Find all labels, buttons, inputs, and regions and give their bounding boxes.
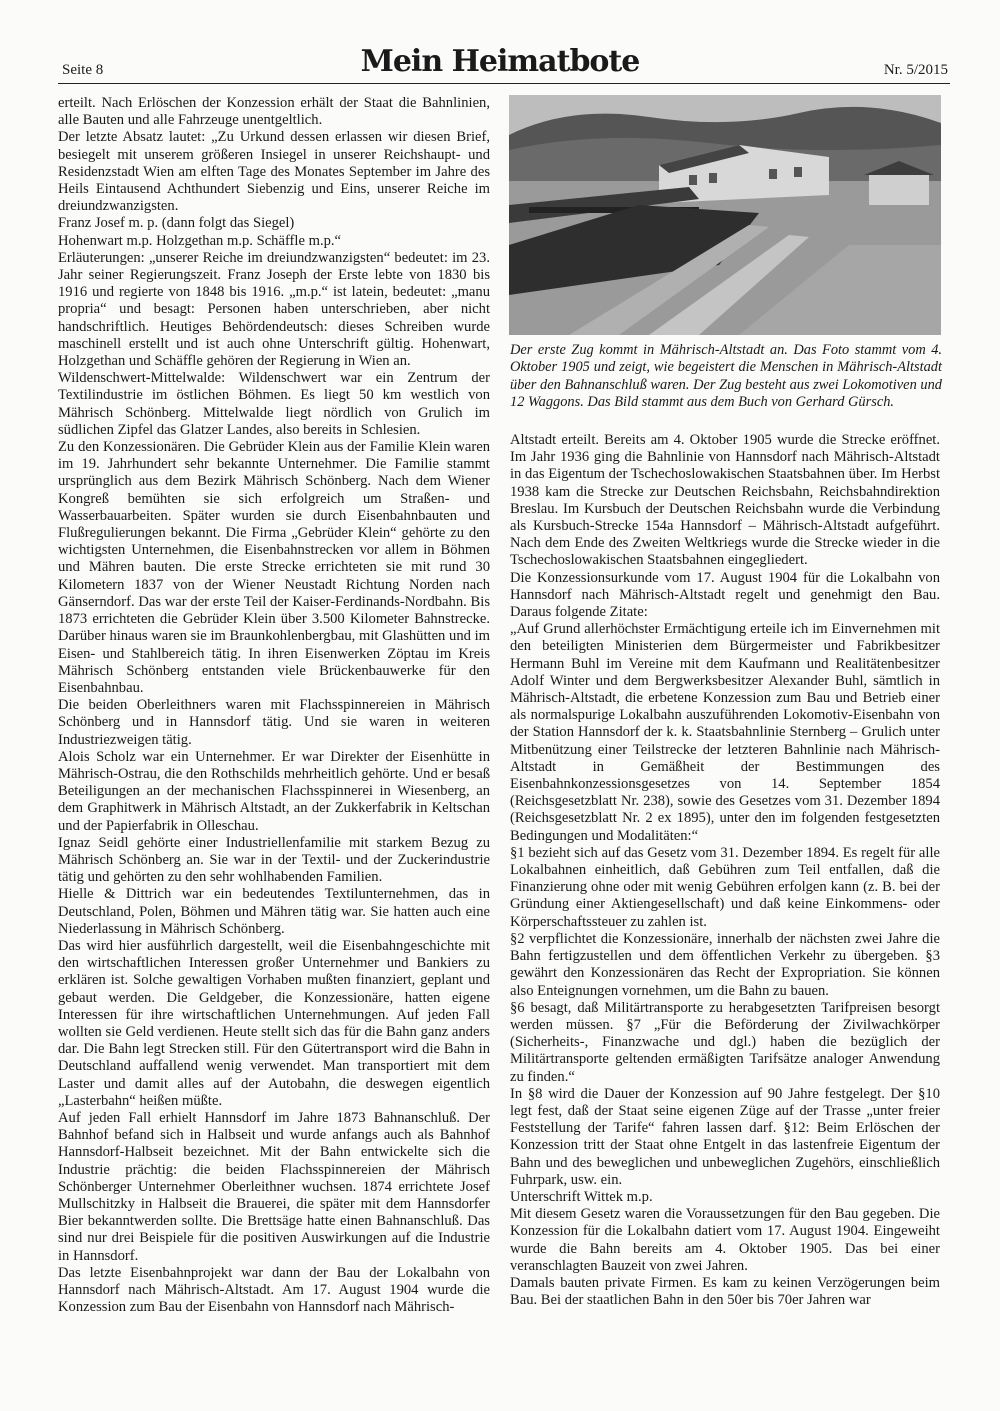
paragraph: Mit diesem Gesetz waren die Voraussetzungen für den Bau gegeben. Die Konzession für die Lokalbahn datiert vom 17. August 1904. Eingeweiht wurde die Bahn bereits am 4. Oktober 1905. Das bei einer veranschlagten Bauzeit von zwei Jahren. bbox=[510, 1206, 940, 1274]
paragraph: Auf jeden Fall erhielt Hannsdorf im Jahre 1873 Bahnanschluß. Der Bahnhof befand sich in Halbseit und wurde anfangs auch als Bahnhof Hannsdorf-Halbseit bezeichnet. Mit der Bahn entwickelte sich die Industrie prächtig: die beiden Flachsspinnereien der Mährisch Schönberger Unternehmer Oberleithner wuchsen. 1874 errichtete Josef Mullschitzky in Halbseit die Brauerei, die später mit dem Hannsdorfer Bier bekanntwerden sollte. Die Brettsäge hatte einen Bahnanschluß. Das sind nur drei Beispiele für die positiven Auswirkungen auf die Industrie in Hannsdorf. bbox=[58, 1109, 490, 1264]
right-column bbox=[510, 432, 940, 1309]
paragraph: Ignaz Seidl gehörte einer Industriellenfamilie mit starkem Bezug zu Mährisch Schönberg an. Sie war in der Textil- und der Zuckerindustrie tätig und gehörten zu den sehr wohlhabenden Familien. bbox=[58, 834, 490, 886]
paragraph: §6 besagt, daß Militärtransporte zu herabgesetzten Tarifpreisen besorgt werden müssen. §7 „Für die Beförderung der Zivilwachkörper (Sicherheits-, Finanzwache und dgl.) haben die bezüglich der Militärtransporte geltenden ermäßigten Tarifsätze analoger Anwendung zu finden.“ bbox=[510, 999, 940, 1085]
paragraph: Hohenwart m.p. Holzgethan m.p. Schäffle m.p.“ bbox=[58, 232, 342, 249]
paragraph: §1 bezieht sich auf das Gesetz vom 31. Dezember 1894. Es regelt für alle Lokalbahnen einheitlich, daß Gebühren zum Teil entfallen, daß die Finanzierung ohne oder mit wenig Gebühren erfolgen kann (z. B. bei der Gründung einer Aktiengesellschaft) und daß keine Einkommens- oder Körperschaftssteuer zu zahlen ist. bbox=[510, 844, 940, 930]
paragraph: Erläuterungen: „unserer Reiche im dreiundzwanzigsten“ bedeutet: im 23. Jahr seiner Regierungszeit. Franz Joseph der Erste lebte von 1830 bis 1916 und regierte von 1848 bis 1916. „m.p.“ ist latein, bedeutet: „manu propria“ und besagt: Personen haben unterschrieben, aber nicht handschriftlich. Heutiges Behördendeutsch: dieses Schreiben wurde maschinell erstellt und ist auch ohne Unterschrift gültig. Hohenwart, Holzgethan und Schäffle gehören der Regierung in Wien an. bbox=[58, 249, 490, 370]
paragraph: Altstadt erteilt. Bereits am 4. Oktober 1905 wurde die Strecke eröffnet. Im Jahr 1936 ging die Bahnlinie von Hannsdorf nach Mährisch-Altstadt in das Eigentum der Tschechoslowakischen Staatsbahnen über. Im Herbst 1938 kam die Strecke zur Deutschen Reichsbahn, Reichsbahndirektion Breslau. Im Kursbuch der Deutschen Reichsbahn wurde die Verbindung als Kursbuch-Strecke 154a Hannsdorf – Mährisch-Altstadt aufgeführt. Nach dem Ende des Zweiten Weltkriegs wurde die Strecke wieder in die Tschechoslowakischen Staatsbahnen eingegliedert. bbox=[510, 432, 940, 569]
paragraph: „Auf Grund allerhöchster Ermächtigung erteile ich im Einvernehmen mit den beteiligten Ministerien dem Bürgermeister und Fabrikbesitzer Hermann Buhl im Vereine mit dem Kaufmann und Realitätenbesitzer Adolf Winter und dem Bergwerksbesitzer Alexander Buhl, sämtlich in Mährisch-Altstadt, die erbetene Konzession zum Bau und Betrieb einer als normalspurige Lokalbahn auszuführenden Lokomotiv-Eisenbahn von der Station Hannsdorf der k. k. Staatsbahnlinie Sternberg – Grulich unter Mitbenützung einer Teilstrecke der letzteren Bahnlinie nach Mährisch-Altstadt in Gemäßheit der Bestimmungen des Eisenbahnkonzessionsgesetzes von 14. September 1854 (Reichsgesetzblatt Nr. 238), sowie des Gesetzes vom 31. Dezember 1894 (Reichsgesetzblatt Nr. 2 ex 1895), unter den im folgenden festgesetzten Bedingungen und Modalitäten:“ bbox=[510, 621, 940, 844]
historic-train-photo bbox=[509, 95, 941, 335]
paragraph: Der letzte Absatz lautet: „Zu Urkund dessen erlassen wir diesen Brief, besiegelt mit unserem größeren Insiegel in unserer Reichshaupt- und Residenzstadt Wien am elften Tage des Monates September im Jahre des Heils Eintausend Achthundert Siebenzig und Eins, unserer Reiche im dreiundzwanzigsten. bbox=[58, 129, 490, 215]
paragraph: §2 verpflichtet die Konzessionäre, innerhalb der nächsten zwei Jahre die Bahn fertigzustellen und dem öffentlichen Verkehr zu übergeben. §3 gewährt den Konzessionären das Recht der Expropriation. Sie können also Enteignungen vornehmen, um die Bahn zu bauen. bbox=[510, 930, 940, 999]
paragraph: Alois Scholz war ein Unternehmer. Er war Direkter der Eisenhütte in Mährisch-Ostrau, die den Rothschilds mehrheitlich gehörte. Und er besaß Beteiligungen an der mechanischen Flachsspinnerei in Wiesenberg, an dem Graphitwerk in Mährisch Altstadt, an der Zukkerfabrik in Keltschan und der Papierfabrik in Olleschau. bbox=[58, 748, 490, 834]
paragraph: Die beiden Oberleithners waren mit Flachsspinnereien in Mährisch Schönberg und in Hannsdorf tätig. Und sie waren in weiteren Industriezweigen tätig. bbox=[58, 697, 490, 748]
paragraph: Hielle & Dittrich war ein bedeutendes Textilunternehmen, das in Deutschland, Polen, Böhmen und Mähren tätig war. Sie hatten auch eine Niederlassung in Mährisch Schönberg. bbox=[58, 886, 490, 937]
paragraph: Die Konzessionsurkunde vom 17. August 1904 für die Lokalbahn von Hannsdorf nach Mährisch-Altstadt regelt und genehmigt den Bau. Daraus folgende Zitate: bbox=[510, 569, 940, 621]
caption-text: Der erste Zug kommt in Mährisch-Altstadt an. Das Foto stammt vom 4. Oktober 1905 und zeigt, wie begeistert die Menschen in Mährisch-Altstadt über den Bahnanschluß waren. Der Zug besteht aus zwei Lokomotiven und 12 Waggons. Das Bild stammt aus dem Buch von Gerhard Gürsch. bbox=[510, 342, 942, 411]
paragraph: Franz Josef m. p. (dann folgt das Siegel) bbox=[58, 215, 295, 232]
left-column bbox=[58, 95, 490, 1316]
photo-caption bbox=[510, 342, 942, 412]
header-rule bbox=[58, 83, 950, 84]
masthead: Mein Heimatbote bbox=[360, 44, 640, 79]
page-number: Seite 8 bbox=[62, 62, 104, 78]
paragraph: erteilt. Nach Erlöschen der Konzession erhält der Staat die Bahnlinien, alle Bauten und alle Fahrzeuge unentgeltlich. bbox=[58, 95, 490, 129]
paragraph: Das letzte Eisenbahnprojekt war dann der Bau der Lokalbahn von Hannsdorf nach Mährisch-Altstadt. Am 17. August 1904 wurde die Konzession zum Bau der Eisenbahn von Hannsdorf nach Mährisch- bbox=[58, 1264, 490, 1316]
paragraph: Wildenschwert-Mittelwalde: Wildenschwert war ein Zentrum der Textilindustrie im östlichen Böhmen. Es liegt 50 km westlich von Mährisch Schönberg. Mittelwalde liegt nördlich von Grulich im südlichen Zipfel das Glatzer Landes, also bereits in Schlesien. bbox=[58, 370, 490, 438]
paragraph: Unterschrift Wittek m.p. bbox=[510, 1188, 653, 1205]
paragraph: Das wird hier ausführlich dargestellt, weil die Eisenbahngeschichte mit den wirtschaftlichen Interessen großer Unternehmer und Bankiers zu erklären ist. Solche gewaltigen Vorhaben mußten finanziert, geplant und gebaut werden. Die Geldgeber, die Konzessionäre, hatten eigene Interessen für ihre wirtschaftlichen Unternehmungen. Auf jeden Fall wollten sie Geld verdienen. Heute stellt sich das für die Bahn ganz anders dar. Die Bahn legt Strecken still. Für den Gütertransport wird die Bahn in Deutschland auffallend wenig verwendet. Man transportiert mit dem Laster und damit alles auf der Autobahn, die deswegen eigentlich „Lasterbahn“ heißen müßte. bbox=[58, 937, 490, 1109]
paragraph: In §8 wird die Dauer der Konzession auf 90 Jahre festgelegt. Der §10 legt fest, daß der Staat seine eigenen Züge auf der Trasse „unter freier Feststellung der Tarife“ fahren lassen darf. §12: Beim Erlöschen der Konzession tritt der Staat ohne Entgelt in das lastenfreie Eigentum der Bahn und des beweglichen und unbeweglichen Zugehörs, einschließlich Fuhrpark, usw. ein. bbox=[510, 1085, 940, 1188]
paragraph: Zu den Konzessionären. Die Gebrüder Klein aus der Familie Klein waren im 19. Jahrhundert sehr bekannte Unternehmer. Die Familie stammt ursprünglich aus dem Bezirk Mährisch Schönberg. Nach dem Wiener Kongreß bemühten sie sich erfolgreich um Straßen- und Wasserbauarbeiten. Später wurden sie durch Eisenbahnbauten und Flußregulierungen bekannt. Die Firma „Gebrüder Klein“ gehörte zu den wichtigsten Unternehmen, die Eisenbahnstrecken vor allem in Böhmen und Mähren bauten. Die erste Strecke errichteten sie mit rund 30 Kilometern 1837 von der Wiener Neustadt Richtung Norden nach Gänserndorf. Das war der erste Teil der Kaiser-Ferdinands-Nordbahn. Bis 1873 errichteten die Gebrüder Klein über 3.500 Kilometer Bahnstrecke. Darüber hinaus waren sie im Braunkohlenbergbau, mit Glashütten und im Eisen- und Stahlbereich tätig. In ihren Eisenwerken Zöptau im Kreis Mährisch Schönberg entstanden viele Brückenbauwerke für den Eisenbahnbau. bbox=[58, 439, 490, 696]
issue-number: Nr. 5/2015 bbox=[883, 62, 948, 78]
paragraph: Damals bauten private Firmen. Es kam zu keinen Verzögerungen beim Bau. Bei der staatlichen Bahn in den 50er bis 70er Jahren war bbox=[510, 1274, 940, 1309]
train-station-image bbox=[509, 95, 941, 335]
